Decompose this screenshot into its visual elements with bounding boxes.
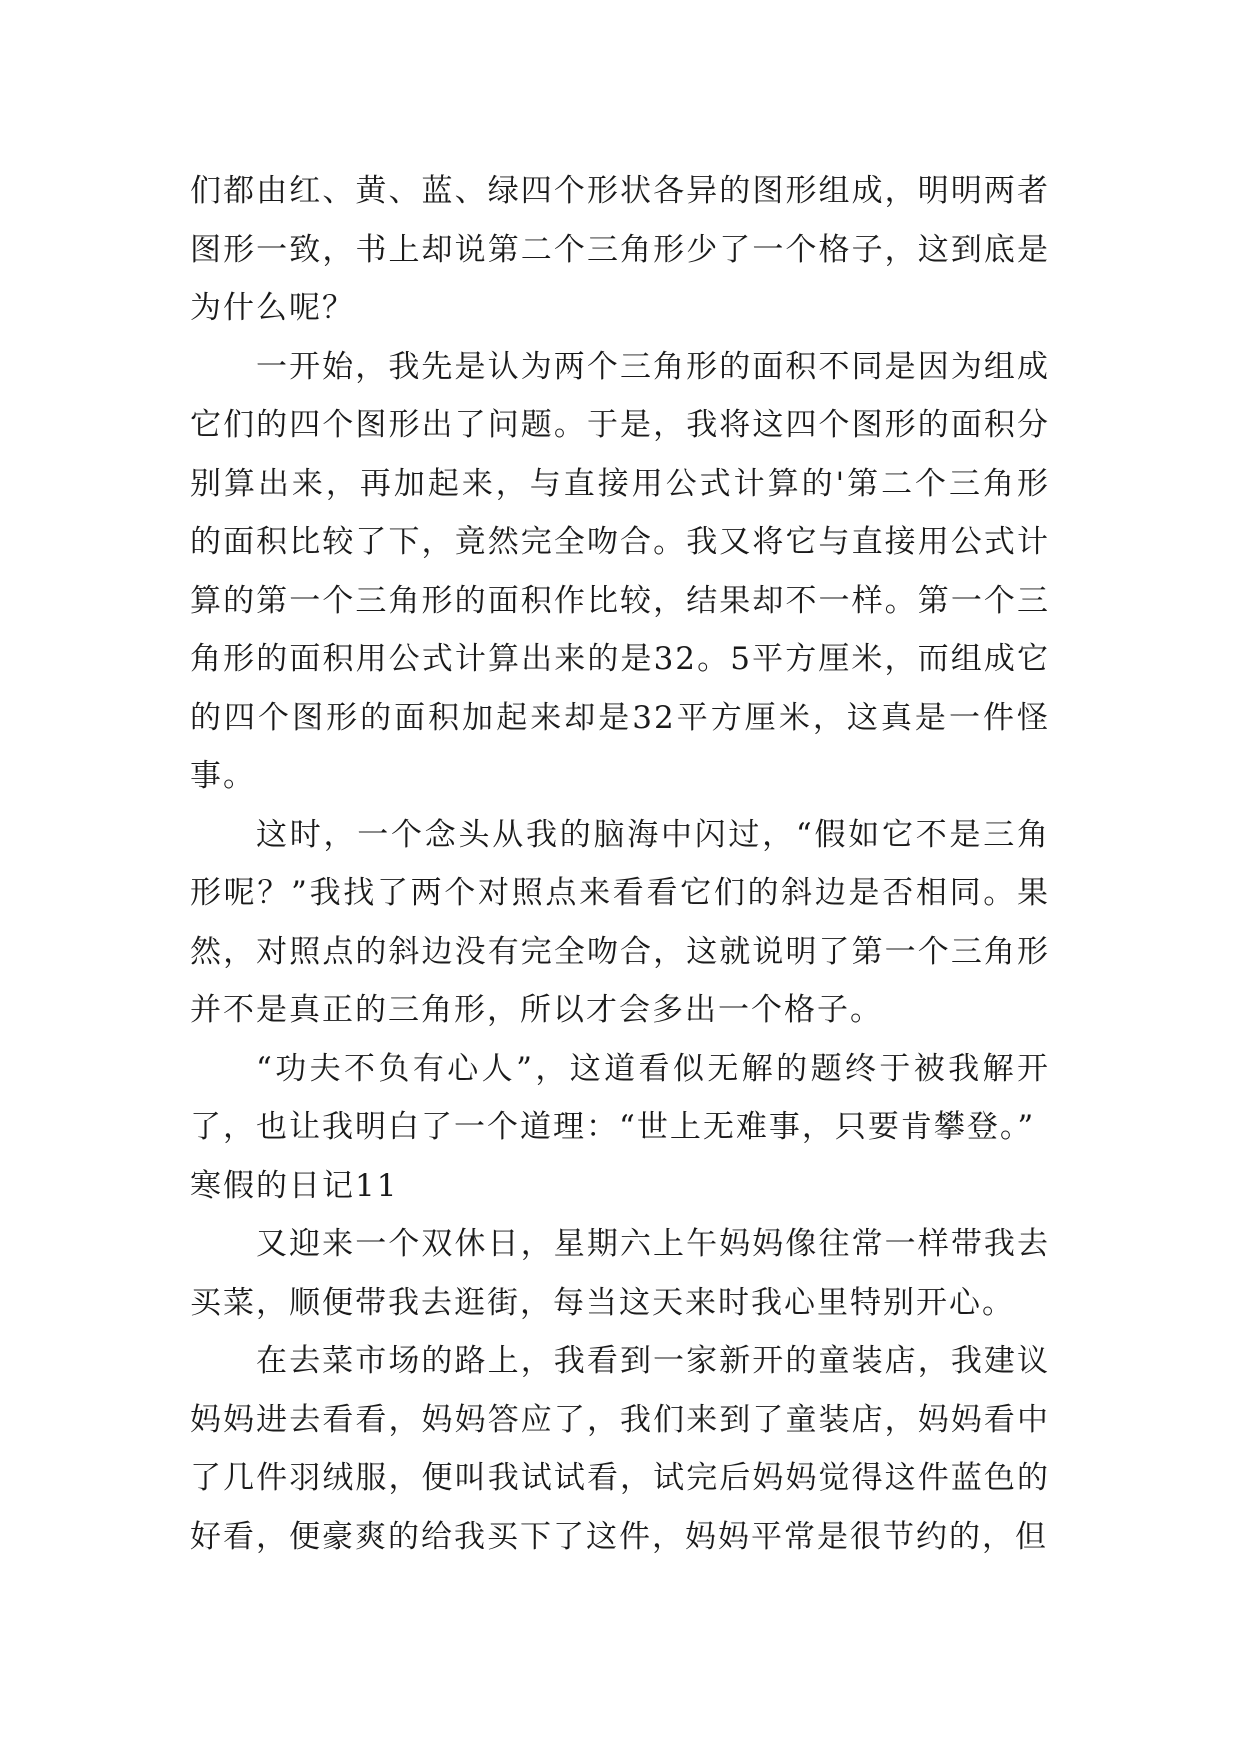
document-body <box>190 162 1050 1566</box>
paragraph-6: 在去菜市场的路上，我看到一家新开的童装店，我建议妈妈进去看看，妈妈答应了，我们来到了童装店，妈妈看中了几件羽绒服，便叫我试试看，试完后妈妈觉得这件蓝色的好看，便豪爽的给我买下了这件，妈妈平常是很节约的，但 <box>190 1343 1050 1555</box>
diary-heading: 寒假的日记11 <box>190 1167 399 1204</box>
paragraph-2: 一开始，我先是认为两个三角形的面积不同是因为组成它们的四个图形出了问题。于是，我将这四个图形的面积分别算出来，再加起来，与直接用公式计算的'第二个三角形的面积比较了下，竟然完全吻合。我又将它与直接用公式计算的第一个三角形的面积作比较，结果却不一样。第一个三角形的面积用公式计算出来的是32。5平方厘米，而组成它的四个图形的面积加起来却是32平方厘米，这真是一件怪事。 <box>190 348 1050 794</box>
paragraph-1: 们都由红、黄、蓝、绿四个形状各异的图形组成，明明两者图形一致，书上却说第二个三角形少了一个格子，这到底是为什么呢？ <box>190 173 1050 326</box>
paragraph-3: 这时，一个念头从我的脑海中闪过，“假如它不是三角形呢？”我找了两个对照点来看看它们的斜边是否相同。果然，对照点的斜边没有完全吻合，这就说明了第一个三角形并不是真正的三角形，所以才会多出一个格子。 <box>190 816 1050 1028</box>
paragraph-5: 又迎来一个双休日，星期六上午妈妈像往常一样带我去买菜，顺便带我去逛街，每当这天来时我心里特别开心。 <box>190 1226 1050 1321</box>
paragraph-4: “功夫不负有心人”，这道看似无解的题终于被我解开了，也让我明白了一个道理：“世上无难事，只要肯攀登。” <box>190 1050 1050 1145</box>
